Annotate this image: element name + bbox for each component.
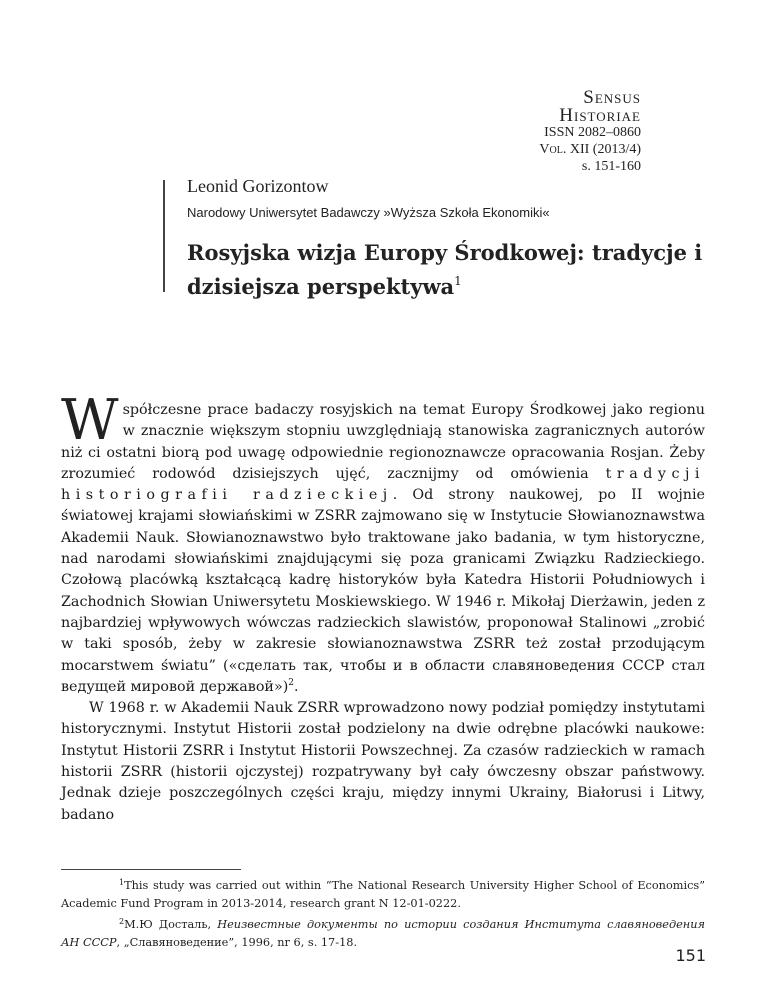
footnote-1 [61, 877, 705, 913]
emphasis-spaced: tradycji historiografii radzieckiej [61, 465, 706, 504]
paragraph-1 [61, 388, 706, 698]
footnote-2 [61, 916, 705, 952]
author-affiliation: Narodowy Uniwersytet Badawczy »Wyższa Szkoła Ekonomiki« [187, 205, 550, 220]
footnote-2-source: , „Славяноведение”, 1996, nr 6, s. 17-18. [116, 936, 358, 949]
journal-meta [539, 124, 641, 175]
article-body [61, 388, 706, 826]
article-title [187, 239, 707, 301]
paragraph-1-end: . [294, 678, 299, 695]
footnote-ref-2[interactable]: 2 [288, 677, 295, 688]
footnote-2-work-title: Неизвестные документы по истории создания Института славяноведения АН СССР [61, 918, 705, 949]
paragraph-1-text-a: spółczesne prace badaczy rosyjskich na temat Europy Środkowej jako regionu w znacznie większym stopniu uwzględniają stanowiska zagranicznych autorów niż ci ostatni biorą pod uwagę odpowiednie regionoznawcze opracowania Rosjan. Żeby zrozumieć rodowód dzisiejszych ujęć, zacznijmy od omówienia [61, 402, 705, 482]
journal-masthead [461, 88, 641, 128]
footnote-1-number: 1 [119, 878, 125, 887]
footnote-2-number: 2 [119, 917, 125, 926]
issn: ISSN 2082–0860 [544, 125, 641, 140]
footnotes [61, 877, 705, 955]
drop-cap: W [61, 388, 119, 453]
page-range: s. 151-160 [581, 159, 641, 174]
footnote-rule [61, 869, 241, 870]
paragraph-2: W 1968 r. w Akademii Nauk ZSRR wprowadzono nowy podział pomiędzy instytutami historycznymi. Instytut Historii został podzielony na dwie odrębne placówki naukowe: Instytut Historii ZSRR i Instytut Historii Powszechnej. Za czasów radzieckich w ramach historii ZSRR (historii ojczystej) rozpatrywany był cały ówczesny obszar państwowy. Jednak dzieje poszczególnych części kraju, między innymi Ukrainy, Białorusi i Litwy, badano [61, 700, 705, 823]
volume: Vol. XII (2013/4) [539, 142, 641, 157]
title-divider [163, 180, 165, 292]
article-title-text: Rosyjska wizja Europy Środkowej: tradycje i dzisiejsza perspektywa [187, 240, 703, 299]
footnote-1-text: This study was carried out within “The National Research University Higher School of Economics” Academic Fund Program in 2013-2014, research grant N 12-01-0222. [61, 879, 705, 910]
page-number: 151 [675, 946, 706, 965]
journal-name-line1: Sensus [583, 87, 641, 108]
title-footnote-ref[interactable]: 1 [454, 274, 462, 288]
author-name: Leonid Gorizontow [187, 176, 329, 196]
journal-name-line2: Historiae [559, 104, 641, 126]
footnote-2-author: М.Ю Досталь, [124, 918, 218, 931]
paragraph-1-text-b: . Od strony naukowej, po II wojnie światowej krajami słowiańskimi w ZSRR zajmowano się w Instytucie Słowianoznawstwa Akademii Nauk. Słowianoznawstwo było traktowane jako badania, w tym historyczne, nad narodami słowiańskimi znajdującymi się poza granicami Związku Radzieckiego. Czołową placówką kształcącą kadrę historyków była Katedra Historii Południowych i Zachodnich Słowian Uniwersytetu Moskiewskiego. W 1946 r. Mikołaj Dierżawin, jeden z najbardziej wpływowych wówczas radzieckich slawistów, proponował Stalinowi „zrobić w taki sposób, żeby w zakresie słowianoznawstwa ZSRR też został przodującym mocarstwem światu” («сделать так, чтобы и в области славяноведения СССР стал ведущей мировой державой») [61, 487, 705, 695]
